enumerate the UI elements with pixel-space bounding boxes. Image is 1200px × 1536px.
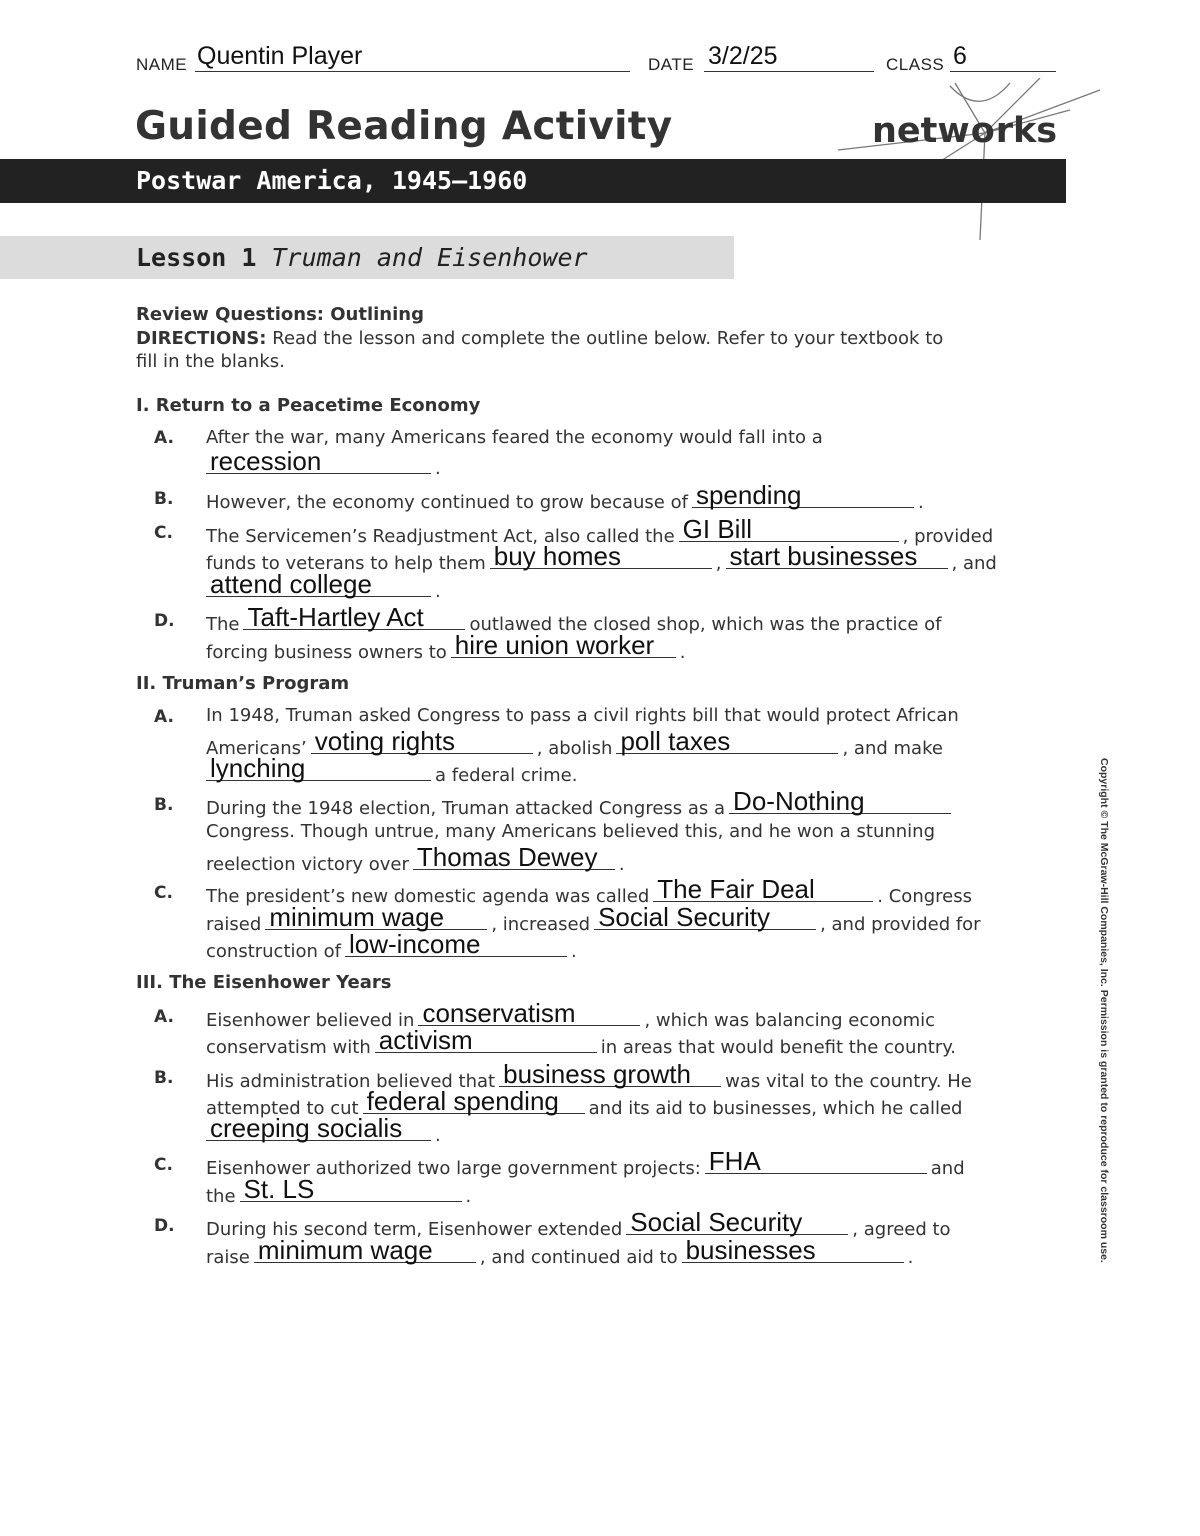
- item-letter: A.: [154, 428, 174, 448]
- answer-blank[interactable]: [413, 842, 615, 872]
- item-text: .: [618, 854, 625, 875]
- answer-blank[interactable]: [375, 1025, 597, 1055]
- item-text: Congress. Though untrue, many Americans believed this, and he won a stunning: [206, 821, 936, 842]
- item-text: , and continued aid to: [479, 1247, 678, 1268]
- item-text: , provided: [902, 526, 994, 547]
- item-text: .: [907, 1247, 914, 1268]
- item-text: .: [679, 642, 686, 663]
- answer-line: [202, 753, 578, 786]
- answer-text: minimum wage: [269, 902, 445, 932]
- item-letter: C.: [154, 883, 173, 903]
- item-text: conservatism with: [206, 1037, 371, 1058]
- answer-text: businesses: [685, 1235, 816, 1265]
- answer-blank[interactable]: [345, 929, 567, 959]
- date-line: [704, 71, 874, 72]
- section-heading-3: III. The Eisenhower Years: [136, 972, 392, 993]
- item-letter: D.: [154, 611, 175, 631]
- item-text: The: [206, 614, 240, 635]
- item-text: Americans’: [206, 738, 307, 759]
- answer-blank[interactable]: [206, 569, 431, 599]
- page-title: Guided Reading Activity: [135, 104, 673, 149]
- answer-text: conservatism: [422, 998, 576, 1028]
- section-heading-2: II. Truman’s Program: [136, 673, 350, 694]
- item-letter: C.: [154, 1155, 173, 1175]
- answer-text: Thomas Dewey: [416, 842, 598, 872]
- item-text: The president’s new domestic agenda was called: [206, 886, 650, 907]
- item-text: , agreed to: [852, 1219, 951, 1240]
- answer-text: attend college: [210, 569, 372, 599]
- answer-blank[interactable]: [240, 1174, 462, 1204]
- directions-line-1: [136, 328, 943, 349]
- networks-logo: [872, 111, 1057, 151]
- name-line: [195, 71, 630, 72]
- answer-text: spending: [695, 480, 802, 510]
- answer-line: [206, 1146, 965, 1179]
- answer-text: recession: [210, 446, 322, 476]
- answer-blank[interactable]: [729, 786, 951, 816]
- item-text: The Servicemen’s Readjustment Act, also called the: [206, 526, 675, 547]
- item-text: . Congress: [877, 886, 972, 907]
- class-line: [950, 71, 1056, 72]
- item-text: .: [435, 1125, 441, 1146]
- answer-line: [206, 998, 936, 1031]
- answer-blank[interactable]: [206, 753, 431, 783]
- item-letter: A.: [154, 707, 174, 727]
- answer-line: [202, 1113, 441, 1146]
- answer-line: [206, 842, 625, 875]
- item-text: and its aid to businesses, which he called: [588, 1098, 963, 1119]
- item-letter: C.: [154, 523, 173, 543]
- answer-blank[interactable]: [206, 446, 431, 476]
- answer-text: Do-Nothing: [733, 786, 865, 816]
- answer-blank[interactable]: [616, 726, 838, 756]
- lesson-topic: Truman and Eisenhower: [271, 243, 588, 272]
- item-text: , abolish: [536, 738, 613, 759]
- copyright-notice: Copyright © The McGraw-Hill Companies, Inc. Permission is granted to reproduce for classroom use.: [1098, 758, 1110, 1263]
- item-text: , and provided for: [820, 914, 981, 935]
- answer-text: start businesses: [729, 541, 918, 571]
- item-text: attempted to cut: [206, 1098, 359, 1119]
- answer-blank[interactable]: [682, 1235, 904, 1265]
- answer-text: federal spending: [366, 1086, 559, 1116]
- item-text: , and: [951, 553, 997, 574]
- item-text: Eisenhower authorized two large government projects:: [206, 1158, 701, 1179]
- item-text: , increased: [491, 914, 591, 935]
- item-text: raised: [206, 914, 262, 935]
- answer-line: [206, 630, 686, 663]
- item-text: .: [917, 492, 924, 513]
- answer-line: [206, 929, 577, 962]
- answer-blank[interactable]: [311, 726, 533, 756]
- answer-line: [206, 1059, 972, 1092]
- item-text: His administration believed that: [206, 1071, 496, 1092]
- answer-blank[interactable]: [653, 874, 873, 904]
- item-text: Eisenhower believed in: [206, 1010, 415, 1031]
- answer-line: [202, 569, 441, 602]
- review-heading: Review Questions: Outlining: [136, 304, 424, 325]
- item-text: forcing business owners to: [206, 642, 447, 663]
- name-label: NAME: [136, 55, 188, 74]
- item-text: , which was balancing economic: [644, 1010, 936, 1031]
- answer-blank[interactable]: [418, 998, 640, 1028]
- answer-blank[interactable]: [265, 902, 487, 932]
- item-text: and: [930, 1158, 965, 1179]
- answer-line: [202, 446, 441, 479]
- item-text: raise: [206, 1247, 250, 1268]
- item-text: reelection victory over: [206, 854, 409, 875]
- class-label: CLASS: [886, 55, 945, 74]
- date-field[interactable]: 3/2/25: [708, 42, 778, 70]
- item-text: .: [435, 581, 441, 602]
- item-text: , and make: [842, 738, 943, 759]
- chapter-title: Postwar America, 1945–1960: [136, 166, 528, 195]
- answer-text: lynching: [210, 753, 306, 783]
- answer-text: The Fair Deal: [657, 874, 815, 904]
- item-letter: D.: [154, 1216, 175, 1236]
- answer-line: [206, 1025, 957, 1058]
- item-text: During his second term, Eisenhower extended: [206, 1219, 623, 1240]
- item-text: .: [571, 941, 577, 962]
- section-heading-1: I. Return to a Peacetime Economy: [136, 395, 481, 416]
- answer-blank[interactable]: [254, 1235, 476, 1265]
- answer-text: voting rights: [314, 726, 455, 756]
- item-text: However, the economy continued to grow because of: [206, 492, 688, 513]
- answer-text: poll taxes: [620, 726, 731, 756]
- answer-text: GI Bill: [682, 514, 753, 544]
- answer-text: buy homes: [493, 541, 621, 571]
- answer-blank[interactable]: [705, 1146, 927, 1176]
- item-letter: B.: [154, 795, 174, 815]
- item-text: outlawed the closed shop, which was the practice of: [469, 614, 942, 635]
- answer-text: FHA: [708, 1146, 761, 1176]
- answer-text: Taft-Hartley Act: [247, 602, 424, 632]
- name-field[interactable]: Quentin Player: [197, 42, 363, 70]
- item-text: In 1948, Truman asked Congress to pass a civil rights bill that would protect African: [206, 705, 959, 726]
- directions-text-1: Read the lesson and complete the outline below. Refer to your textbook to: [272, 328, 944, 349]
- lesson-number: Lesson 1: [136, 243, 257, 272]
- answer-text: Social Security: [630, 1207, 803, 1237]
- answer-line: [206, 1174, 472, 1207]
- answer-blank[interactable]: [594, 902, 816, 932]
- item-text: funds to veterans to help them: [206, 553, 486, 574]
- date-label: DATE: [648, 55, 695, 74]
- answer-text: Social Security: [598, 902, 771, 932]
- item-text: was vital to the country. He: [725, 1071, 972, 1092]
- answer-text: low-income: [349, 929, 481, 959]
- item-text: After the war, many Americans feared the economy would fall into a: [206, 427, 823, 448]
- answer-line: [206, 1235, 914, 1268]
- logo-text-o: o: [970, 111, 995, 151]
- answer-text: creeping socialis: [210, 1113, 403, 1143]
- answer-blank[interactable]: [626, 1207, 848, 1237]
- answer-blank[interactable]: [499, 1059, 721, 1089]
- item-text: During the 1948 election, Truman attacked Congress as a: [206, 798, 726, 819]
- answer-blank[interactable]: [206, 1113, 431, 1143]
- item-text: .: [435, 458, 441, 479]
- answer-text: business growth: [503, 1059, 691, 1089]
- answer-blank[interactable]: [679, 514, 899, 544]
- item-text: ,: [715, 553, 722, 574]
- item-text: the: [206, 1186, 236, 1207]
- answer-text: minimum wage: [257, 1235, 433, 1265]
- answer-line: [206, 726, 943, 759]
- answer-blank[interactable]: [363, 1086, 585, 1116]
- answer-line: [206, 480, 924, 513]
- item-text: construction of: [206, 941, 342, 962]
- logo-globe-icon: [970, 111, 996, 151]
- item-text: .: [465, 1186, 472, 1207]
- item-letter: B.: [154, 489, 174, 509]
- logo-text-post: rks: [995, 111, 1058, 151]
- item-text: a federal crime.: [435, 765, 578, 786]
- answer-line: [206, 786, 955, 819]
- answer-text: St. LS: [243, 1174, 315, 1204]
- answer-blank[interactable]: [726, 541, 948, 571]
- answer-blank[interactable]: [692, 480, 914, 510]
- class-field[interactable]: 6: [953, 42, 967, 70]
- logo-text-pre: netw: [872, 111, 970, 151]
- answer-blank[interactable]: [451, 630, 676, 660]
- directions-line-2: fill in the blanks.: [136, 351, 285, 372]
- item-letter: A.: [154, 1007, 174, 1027]
- item-letter: B.: [154, 1068, 174, 1088]
- answer-text: activism: [378, 1025, 473, 1055]
- answer-blank[interactable]: [490, 541, 712, 571]
- item-text: in areas that would benefit the country.: [600, 1037, 957, 1058]
- lesson-title: [136, 243, 588, 272]
- answer-line: [206, 902, 981, 935]
- directions-label: DIRECTIONS:: [136, 328, 267, 349]
- answer-blank[interactable]: [243, 602, 465, 632]
- answer-text: hire union worker: [454, 630, 655, 660]
